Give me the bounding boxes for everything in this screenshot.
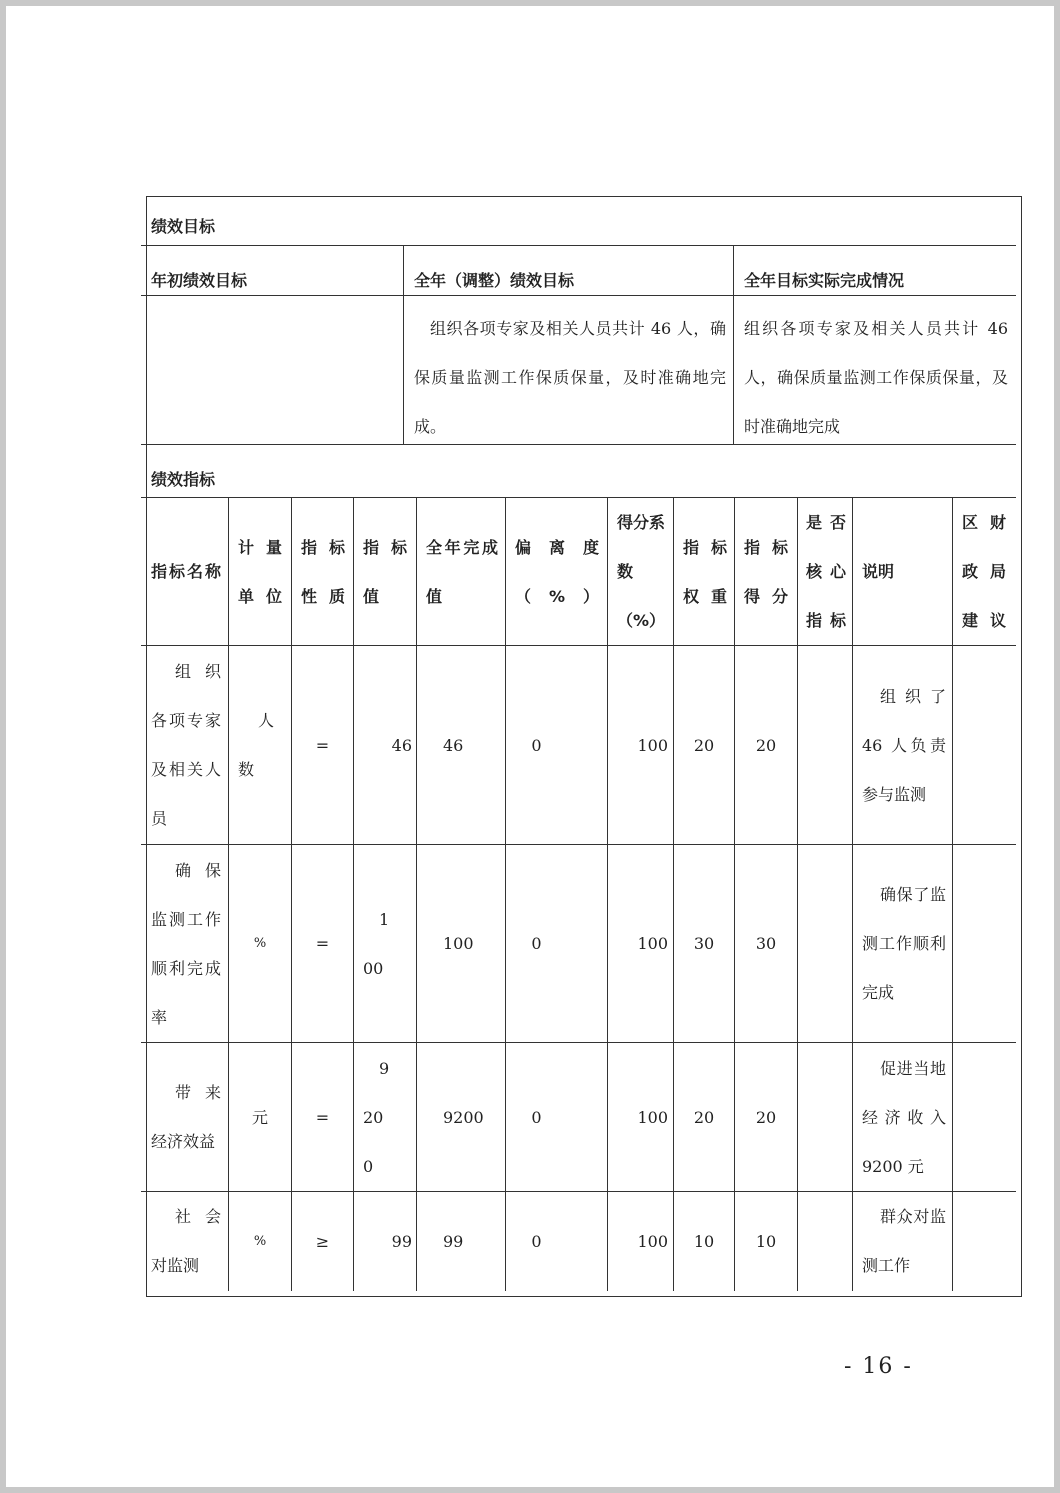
row2-name: 带来经济效益 xyxy=(151,1083,221,1151)
row1-unit: % xyxy=(253,936,267,951)
page-number: - 16 - xyxy=(844,1354,913,1379)
goals-col-actual: 全年目标实际完成情况 xyxy=(744,271,905,290)
table-row xyxy=(151,845,221,1042)
row0-core xyxy=(798,646,852,844)
header-advice-cell xyxy=(962,498,1006,645)
row2-value: 9200 xyxy=(363,1058,390,1176)
document-page xyxy=(6,6,1054,1487)
row3-note-cell xyxy=(862,1192,946,1290)
header-score-cell xyxy=(744,498,788,645)
row2-advice xyxy=(962,1043,1006,1191)
row0-weight: 20 xyxy=(693,735,715,755)
indicators-section-title: 绩效指标 xyxy=(151,470,216,489)
row0-completed: 46 xyxy=(443,735,464,755)
row2-unit: 元 xyxy=(251,1107,268,1127)
goals-section-title: 绩效目标 xyxy=(151,217,216,236)
row0-coef: 100 xyxy=(637,735,668,755)
row2-deviation: 0 xyxy=(531,1107,542,1127)
row1-score: 30 xyxy=(755,934,777,953)
row2-completed: 9200 xyxy=(443,1107,484,1127)
row0-deviation: 0 xyxy=(531,735,542,755)
goals-col-adjusted: 全年（调整）绩效目标 xyxy=(414,271,575,290)
row2-value-cell xyxy=(363,1043,389,1191)
row1-value: 100 xyxy=(363,909,390,978)
row0-score: 20 xyxy=(755,735,777,755)
row1-note-cell xyxy=(862,845,946,1042)
goals-col-initial: 年初绩效目标 xyxy=(151,271,248,290)
row3-advice xyxy=(962,1192,1006,1290)
row3-nature: ≥ xyxy=(315,1231,330,1251)
header-coef: 得分系数（%） xyxy=(617,513,666,630)
row3-note: 群众对监测工作 xyxy=(862,1207,946,1275)
row0-note-cell xyxy=(862,646,946,844)
row3-score: 10 xyxy=(755,1231,777,1251)
row0-unit: 人数 xyxy=(238,711,275,779)
header-value-cell xyxy=(363,498,407,645)
row2-coef: 100 xyxy=(637,1107,668,1127)
row3-value: 99 xyxy=(391,1231,412,1251)
row1-core xyxy=(798,845,852,1042)
row2-note-cell xyxy=(862,1043,946,1191)
row3-core xyxy=(798,1192,852,1290)
header-score: 指标得分 xyxy=(744,537,788,606)
row2-note: 促进当地经济收入 9200 元 xyxy=(862,1058,946,1176)
header-name-cell xyxy=(151,498,221,645)
header-name: 指标名称 xyxy=(151,562,221,581)
header-completed-cell xyxy=(426,498,498,645)
table-row xyxy=(151,646,221,844)
table-row xyxy=(151,1192,221,1290)
row2-weight: 20 xyxy=(693,1107,715,1127)
header-weight: 指标权重 xyxy=(683,537,727,606)
header-deviation-cell xyxy=(515,498,599,645)
row2-nature: = xyxy=(315,1107,330,1127)
header-note: 说明 xyxy=(862,562,895,581)
row1-completed: 100 xyxy=(443,934,474,953)
header-nature: 指标性质 xyxy=(301,537,345,606)
row3-weight: 10 xyxy=(693,1231,715,1251)
row2-core xyxy=(798,1043,852,1191)
row3-name: 社会对监测 xyxy=(151,1207,221,1275)
row1-value-cell xyxy=(363,845,389,1042)
header-completed: 全年完成值 xyxy=(426,537,498,606)
header-unit-cell xyxy=(238,498,282,645)
row1-advice xyxy=(962,845,1006,1042)
row0-name: 组织各项专家及相关人员 xyxy=(151,662,221,828)
row1-deviation: 0 xyxy=(531,934,542,953)
table-row xyxy=(151,1043,221,1191)
row3-deviation: 0 xyxy=(531,1231,542,1251)
row1-name: 确保监测工作顺利完成率 xyxy=(151,860,221,1027)
row3-unit: % xyxy=(253,1233,267,1249)
row0-value: 46 xyxy=(391,735,412,755)
header-value: 指标值 xyxy=(363,537,407,606)
header-coef-cell xyxy=(617,498,665,645)
header-core-cell xyxy=(806,498,846,645)
row1-weight: 30 xyxy=(693,934,715,953)
header-core: 是否核心指标 xyxy=(806,513,846,630)
row0-advice xyxy=(962,646,1006,844)
row0-note: 组织了46 人负责参与监测 xyxy=(862,686,946,804)
header-nature-cell xyxy=(301,498,345,645)
row1-note: 确保了监测工作顺利完成 xyxy=(862,885,946,1002)
row1-coef: 100 xyxy=(637,934,668,953)
header-advice: 区财政局建议 xyxy=(962,513,1006,630)
row0-nature: = xyxy=(315,735,330,755)
header-deviation: 偏离度（%） xyxy=(515,537,599,606)
goals-adjusted-text: 组织各项专家及相关人员共计 46 人，确保质量监测工作保质保量，及时准确地完成。 xyxy=(414,319,726,436)
goals-actual-text: 组织各项专家及相关人员共计 46 人，确保质量监测工作保质保量，及时准确地完成 xyxy=(744,319,1008,436)
row3-completed: 99 xyxy=(443,1231,464,1251)
row3-coef: 100 xyxy=(637,1231,668,1251)
row0-unit-cell xyxy=(238,646,282,844)
header-unit: 计量单位 xyxy=(238,537,282,606)
row2-score: 20 xyxy=(755,1107,777,1127)
header-note-cell xyxy=(862,498,946,645)
header-weight-cell xyxy=(683,498,727,645)
row1-nature: = xyxy=(315,934,330,953)
